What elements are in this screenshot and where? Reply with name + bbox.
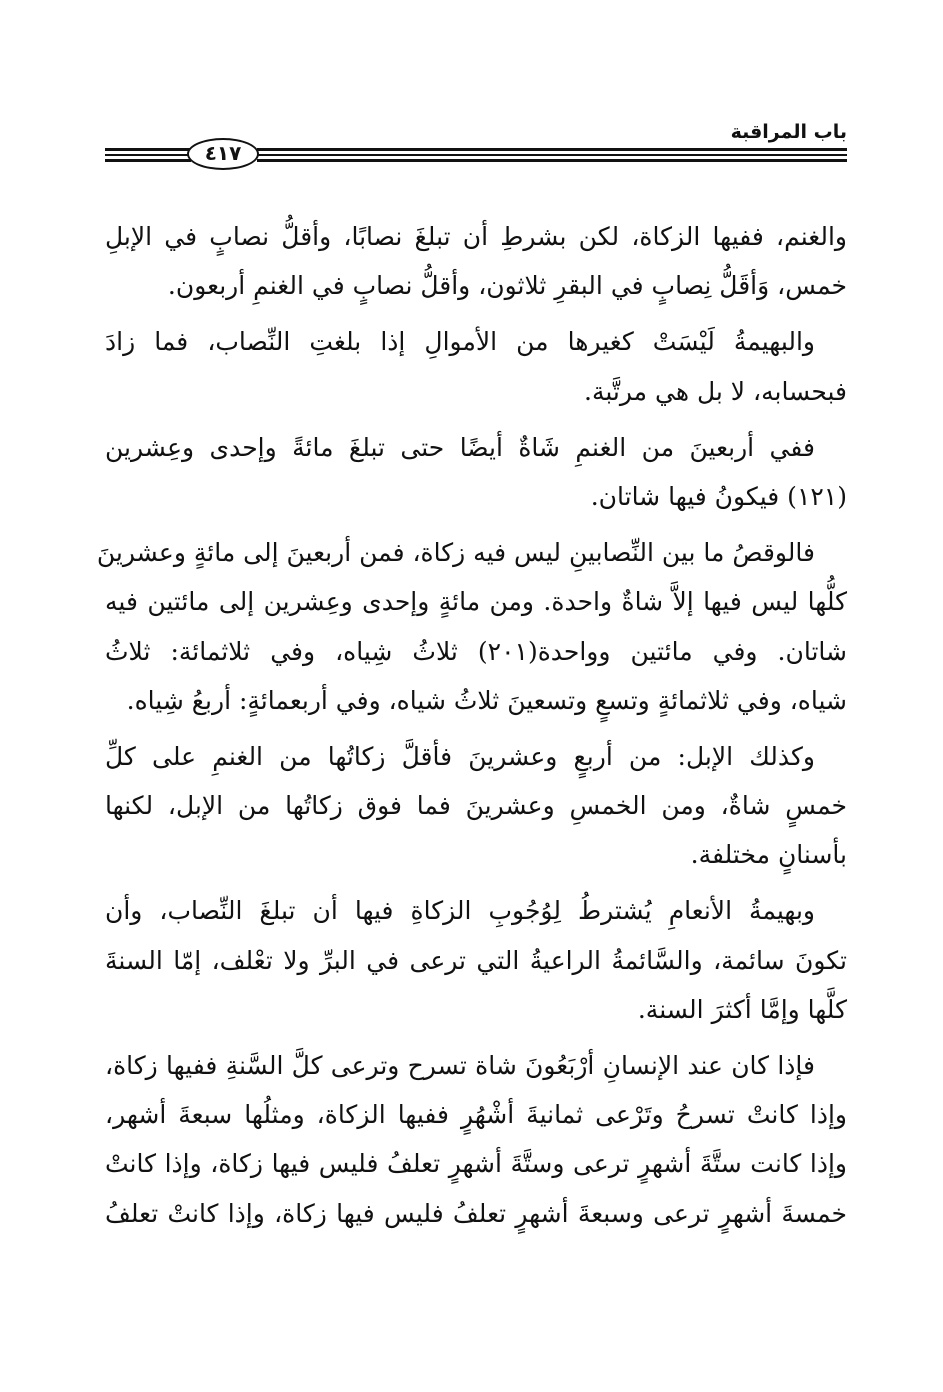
header-rule <box>105 159 191 162</box>
text-line: فإذا كان عند الإنسانِ أرْبَعُونَ شاة تسرح وترعى كلَّ السَّنةِ ففيها زكاة، <box>105 1051 815 1080</box>
text-line: كلَّها وإمَّا أكثرَ السنة. <box>637 994 847 1024</box>
text-line: كلُّها ليس فيها إلاَّ شاةٌ واحدة. ومن مائةٍ وإحدى وعِشرين إلى مائتين فيه <box>105 587 847 617</box>
chapter-title: باب المراقبة <box>730 121 847 143</box>
page-number: ٤١٧ <box>187 138 259 170</box>
header-rule <box>257 154 847 156</box>
text-line: (١٢١) فيكونُ فيها شاتان. <box>590 481 847 511</box>
body-text <box>96 212 847 1238</box>
text-line: وإذا كانتْ تسرحُ وتَرْعى ثمانيةَ أشْهُرٍ ففيها الزكاة، ومثلُها سبعةَ أشهر، <box>105 1100 847 1130</box>
text-line: وكذلك الإبل: من أربعٍ وعشرينَ فأقلَّ زكاتُها من الغنمِ على كلِّ <box>105 741 815 771</box>
header-rule <box>257 159 847 162</box>
header-rule <box>257 148 847 151</box>
header-rule <box>105 148 191 151</box>
text-line: ففي أربعينَ من الغنمِ شَاةٌ أيضًا حتى تبلغَ مائةً وإحدى وعِشرين <box>105 432 815 462</box>
text-line: خمسٍ شاةٌ، ومن الخمسِ وعشرينَ فما فوق زكاتُها من الإبل، لكنها <box>105 791 847 821</box>
text-line: وبهيمةُ الأنعامِ يُشترطُ لِوُجُوبِ الزكاةِ فيها أن تبلغَ النِّصاب، وأن <box>105 896 815 926</box>
text-line: فالوقصُ ما بين النِّصابينِ ليس فيه زكاة، فمن أربعينَ إلى مائةٍ وعشرينَ <box>96 538 815 568</box>
page-header <box>105 118 847 178</box>
text-line: والبهيمةُ لَيْسَتْ كغيرها من الأموالِ إذا بلغتِ النِّصاب، فما زادَ <box>105 327 815 357</box>
text-line: تكونَ سائمة، والسَّائمةُ الراعيةُ التي ترعى في البرِّ ولا تعْلف، إمّا السنةَ <box>105 945 847 975</box>
text-line: خمس، وَأقَلُّ نِصابٍ في البقرِ ثلاثون، وأقلُّ نصابٍ في الغنمِ أربعون. <box>167 271 847 301</box>
text-line: شاتان. وفي مائتين وواحدة(٢٠١) ثلاثُ شِياه، وفي ثلاثمائة: ثلاثُ <box>105 636 847 666</box>
text-line: والغنم، ففيها الزكاة، لكن بشرطِ أن تبلغَ نصابًا، وأقلُّ نصابٍ في الإبلِ <box>105 222 847 251</box>
text-line: خمسةَ أشهرٍ ترعى وسبعةَ أشهرٍ تعلفُ فليس فيها زكاة، وإذا كانتْ تعلفُ <box>105 1198 847 1228</box>
header-rule <box>105 154 191 156</box>
text-line: فبحسابه، لا بل هي مرتَّبة. <box>584 376 847 406</box>
text-line: شياه، وفي ثلاثمائةٍ وتسعٍ وتسعينَ ثلاثُ شياه، وفي أربعمائةٍ: أربعُ شِياه. <box>126 685 847 715</box>
text-line: وإذا كانت ستَّةَ أشهرٍ ترعى وستَّةَ أشهرٍ تعلفُ فليس فيها زكاة، وإذا كانتْ <box>105 1149 847 1179</box>
text-line: بأسنانٍ مختلفة. <box>690 840 847 870</box>
